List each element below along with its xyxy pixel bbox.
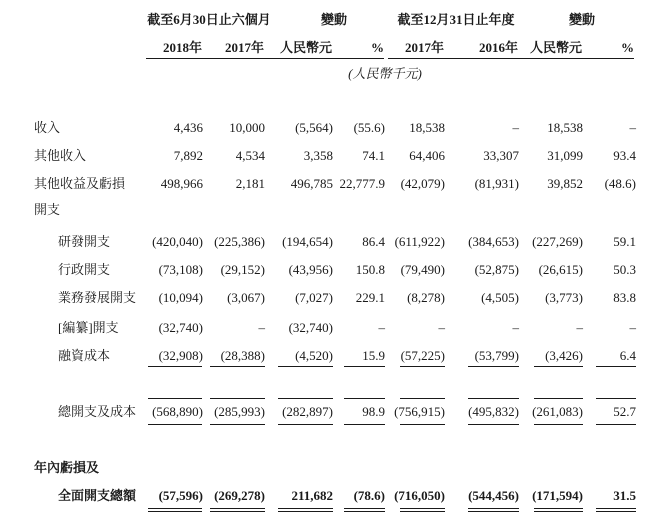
change2-title: 變動	[568, 12, 595, 27]
row-value: (420,040)	[152, 234, 203, 249]
row-value: (4,520)	[295, 348, 333, 363]
row-value: (55.6)	[353, 120, 385, 135]
row-value: 31,099	[547, 148, 583, 163]
row-value: 10,000	[229, 120, 265, 135]
row-label: 其他收入	[34, 148, 87, 163]
row-value: (29,152)	[220, 262, 265, 277]
grand-total-double-underline	[468, 508, 519, 509]
unit-note: (人民幣千元)	[348, 66, 422, 81]
row-value: –	[378, 320, 385, 335]
row-value: 93.4	[613, 148, 636, 163]
row-value: (756,915)	[394, 404, 445, 419]
row-label: 研發開支	[58, 234, 111, 249]
row-value: 496,785	[290, 176, 333, 191]
row-value: 18,538	[409, 120, 445, 135]
row-label: 開支	[34, 202, 61, 217]
total-overline	[468, 398, 519, 399]
grand-total-double-underline	[596, 508, 636, 509]
row-value: –	[576, 320, 583, 335]
total-overline	[400, 398, 445, 399]
total-underline	[210, 424, 265, 425]
col-header-pct-2: %	[621, 40, 634, 55]
row-value: (4,505)	[481, 290, 519, 305]
row-value: (7,027)	[295, 290, 333, 305]
row-value: 2,181	[235, 176, 265, 191]
row-value: 4,436	[173, 120, 203, 135]
subtotal-underline	[468, 366, 519, 367]
grand-total-double-underline	[468, 511, 519, 512]
row-value: (53,799)	[474, 348, 519, 363]
grand-total-double-underline	[148, 511, 202, 512]
row-value: (611,922)	[394, 234, 445, 249]
row-value: 52.7	[613, 404, 636, 419]
row-value: (32,740)	[158, 320, 203, 335]
grand-total-double-underline	[344, 508, 385, 509]
row-value: 22,777.9	[339, 176, 385, 191]
header-underline-2	[388, 58, 634, 59]
row-value: (3,426)	[545, 348, 583, 363]
subtotal-underline	[534, 366, 583, 367]
row-value: 18,538	[547, 120, 583, 135]
row-value: 59.1	[613, 234, 636, 249]
row-value: 83.8	[613, 290, 636, 305]
grand-total-double-underline	[534, 508, 583, 509]
total-overline	[596, 398, 636, 399]
row-value: (3,067)	[227, 290, 265, 305]
row-value: 74.1	[362, 148, 385, 163]
row-value: 4,534	[235, 148, 265, 163]
grand-total-double-underline	[400, 511, 445, 512]
row-value: (57,596)	[158, 488, 203, 503]
row-value: (285,993)	[214, 404, 265, 419]
row-value: 229.1	[355, 290, 385, 305]
row-value: (194,654)	[282, 234, 333, 249]
grand-total-double-underline	[210, 508, 265, 509]
row-value: (544,456)	[468, 488, 519, 503]
row-value: –	[629, 320, 636, 335]
header-underline-1	[146, 58, 384, 59]
row-label: 融資成本	[58, 348, 111, 363]
row-value: 211,682	[291, 488, 333, 503]
row-value: (269,278)	[214, 488, 265, 503]
row-value: (81,931)	[474, 176, 519, 191]
row-value: (79,490)	[400, 262, 445, 277]
total-underline	[344, 424, 385, 425]
row-value: –	[258, 320, 265, 335]
row-value: (8,278)	[407, 290, 445, 305]
group2-title: 截至12月31日止年度	[397, 12, 515, 27]
grand-total-double-underline	[278, 511, 333, 512]
col-header-2017-h1: 2017年	[224, 40, 264, 55]
row-value: 86.4	[362, 234, 385, 249]
subtotal-underline	[278, 366, 333, 367]
total-underline	[400, 424, 445, 425]
grand-total-double-underline	[278, 508, 333, 509]
row-value: 31.5	[613, 488, 636, 503]
row-value: (5,564)	[295, 120, 333, 135]
col-header-2018-h1: 2018年	[162, 40, 202, 55]
row-value: 98.9	[362, 404, 385, 419]
subtotal-underline	[344, 366, 385, 367]
row-value: (384,653)	[468, 234, 519, 249]
row-value: 498,966	[160, 176, 203, 191]
row-value: (73,108)	[158, 262, 203, 277]
row-value: (282,897)	[282, 404, 333, 419]
row-value: (261,083)	[532, 404, 583, 419]
grand-total-double-underline	[210, 511, 265, 512]
grand-total-double-underline	[148, 508, 202, 509]
row-value: –	[629, 120, 636, 135]
grand-total-double-underline	[400, 508, 445, 509]
total-underline	[534, 424, 583, 425]
total-overline	[534, 398, 583, 399]
row-value: 150.8	[355, 262, 385, 277]
total-overline	[344, 398, 385, 399]
row-value: (3,773)	[545, 290, 583, 305]
row-label: 全面開支總額	[58, 488, 137, 503]
col-header-2017-fy: 2017年	[404, 40, 444, 55]
row-value: 64,406	[409, 148, 445, 163]
row-value: 3,358	[303, 148, 333, 163]
grand-total-double-underline	[344, 511, 385, 512]
subtotal-underline	[596, 366, 636, 367]
row-value: (568,890)	[152, 404, 203, 419]
subtotal-underline	[148, 366, 202, 367]
row-value: (48.6)	[604, 176, 636, 191]
total-underline	[278, 424, 333, 425]
row-value: (26,615)	[538, 262, 583, 277]
row-value: (225,386)	[214, 234, 265, 249]
row-label: 其他收益及虧損	[34, 176, 126, 191]
row-value: –	[512, 320, 519, 335]
row-value: (78.6)	[353, 488, 385, 503]
row-value: (32,908)	[158, 348, 203, 363]
col-header-rmb-1: 人民幣元	[279, 40, 332, 55]
subtotal-underline	[400, 366, 445, 367]
row-value: (43,956)	[288, 262, 333, 277]
grand-total-double-underline	[534, 511, 583, 512]
row-value: 7,892	[173, 148, 203, 163]
row-label: 年內虧損及	[34, 460, 100, 475]
total-overline	[210, 398, 265, 399]
row-value: 33,307	[483, 148, 519, 163]
row-label: 業務發展開支	[58, 290, 137, 305]
row-value: 50.3	[613, 262, 636, 277]
subtotal-underline	[210, 366, 265, 367]
row-label: 總開支及成本	[58, 404, 137, 419]
total-underline	[148, 424, 202, 425]
row-value: (10,094)	[158, 290, 203, 305]
row-value: 6.4	[619, 348, 636, 363]
row-value: 39,852	[547, 176, 583, 191]
row-value: (28,388)	[220, 348, 265, 363]
total-overline	[278, 398, 333, 399]
row-value: –	[438, 320, 445, 335]
row-value: (57,225)	[400, 348, 445, 363]
total-overline	[148, 398, 202, 399]
row-value: –	[512, 120, 519, 135]
grand-total-double-underline	[596, 511, 636, 512]
row-value: (495,832)	[468, 404, 519, 419]
row-value: (716,050)	[394, 488, 445, 503]
col-header-pct-1: %	[371, 40, 384, 55]
row-value: (227,269)	[532, 234, 583, 249]
row-label: 行政開支	[58, 262, 111, 277]
col-header-2016-fy: 2016年	[478, 40, 518, 55]
col-header-rmb-2: 人民幣元	[529, 40, 582, 55]
row-label: 收入	[34, 120, 61, 135]
row-value: (52,875)	[474, 262, 519, 277]
total-underline	[596, 424, 636, 425]
row-value: (171,594)	[532, 488, 583, 503]
change1-title: 變動	[320, 12, 347, 27]
group1-title: 截至6月30日止六個月	[147, 12, 271, 27]
row-value: (42,079)	[400, 176, 445, 191]
row-value: 15.9	[362, 348, 385, 363]
total-underline	[468, 424, 519, 425]
row-value: (32,740)	[288, 320, 333, 335]
row-label: [編纂]開支	[58, 320, 119, 335]
